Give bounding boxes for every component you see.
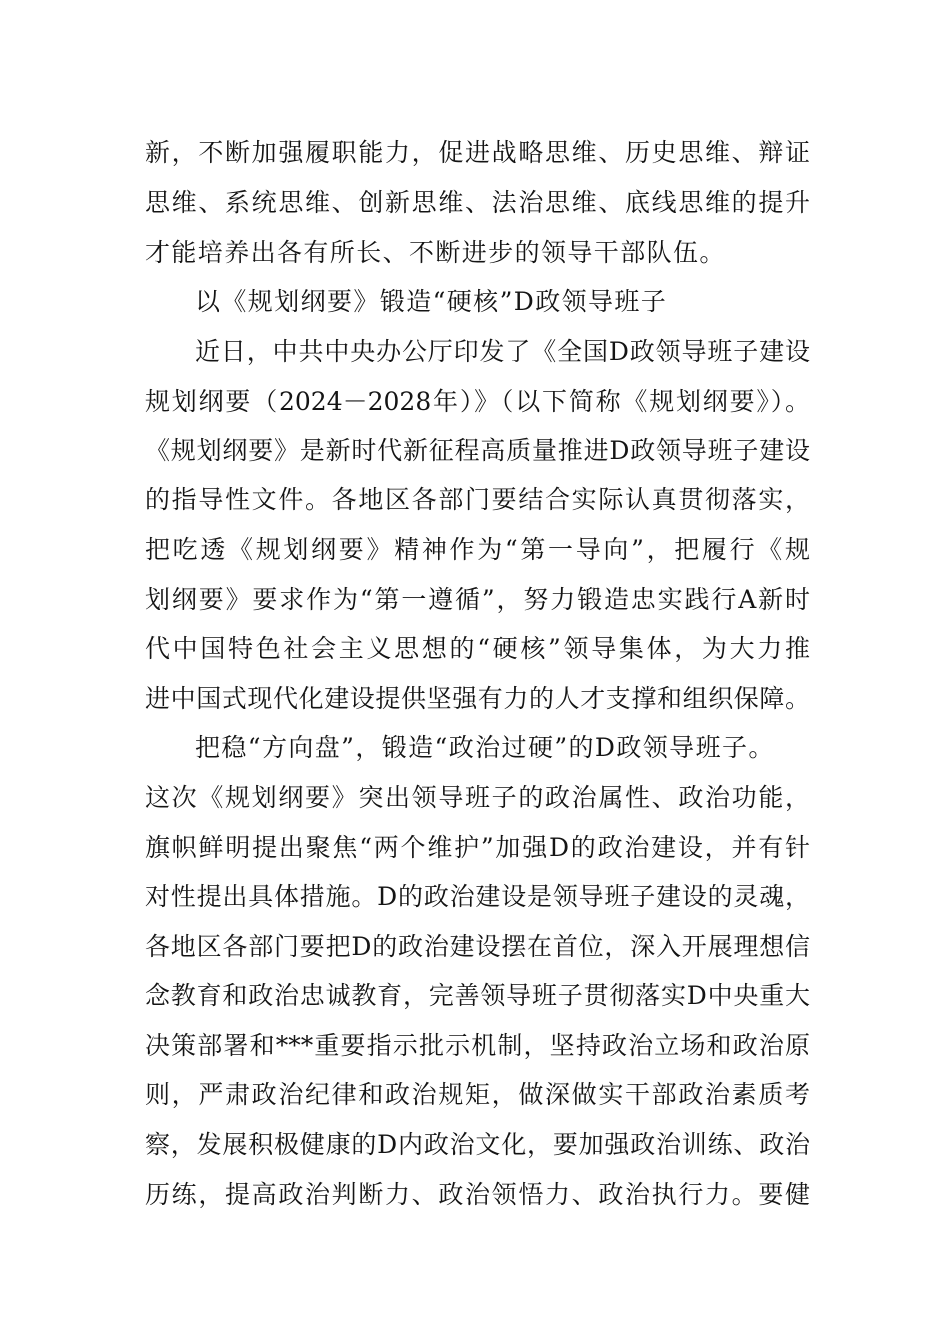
paragraph-line: 思维、系统思维、创新思维、法治思维、底线思维的提升 — [145, 188, 810, 217]
paragraph-line: 划纲要》要求作为“第一遵循”，努力锻造忠实践行A新时 — [145, 585, 810, 614]
section-heading: 以《规划纲要》锻造“硬核”D政领导班子 — [195, 287, 668, 316]
paragraph-line: 近日，中共中央办公厅印发了《全国D政领导班子建设 — [195, 337, 810, 366]
paragraph-line: 把稳“方向盘”，锻造“政治过硬”的D政领导班子。 — [195, 733, 775, 762]
paragraph-line: 则，严肃政治纪律和政治规矩，做深做实干部政治素质考 — [145, 1080, 810, 1109]
paragraph-line: 才能培养出各有所长、不断进步的领导干部队伍。 — [145, 238, 726, 267]
paragraph-line: 各地区各部门要把D的政治建设摆在首位，深入开展理想信 — [145, 932, 810, 961]
paragraph-line: 进中国式现代化建设提供坚强有力的人才支撑和组织保障。 — [145, 684, 810, 713]
paragraph-line: 决策部署和***重要指示批示机制，坚持政治立场和政治原 — [145, 1031, 810, 1060]
paragraph-line: 对性提出具体措施。D的政治建设是领导班子建设的灵魂， — [145, 882, 810, 911]
paragraph-line: 的指导性文件。各地区各部门要结合实际认真贯彻落实， — [145, 485, 810, 514]
paragraph-line: 察，发展积极健康的D内政治文化，要加强政治训练、政治 — [145, 1130, 810, 1159]
paragraph-line: 代中国特色社会主义思想的“硬核”领导集体，为大力推 — [145, 634, 810, 663]
paragraph-line: 旗帜鲜明提出聚焦“两个维护”加强D的政治建设，并有针 — [145, 833, 810, 862]
paragraph-line: 这次《规划纲要》突出领导班子的政治属性、政治功能， — [145, 783, 810, 812]
paragraph-line: 把吃透《规划纲要》精神作为“第一导向”，把履行《规 — [145, 535, 810, 564]
paragraph-line: 新，不断加强履职能力，促进战略思维、历史思维、辩证 — [145, 138, 810, 167]
paragraph-line: 规划纲要（2024－2028年）》（以下简称《规划纲要》）。 — [145, 387, 810, 416]
paragraph-line: 《规划纲要》是新时代新征程高质量推进D政领导班子建设 — [145, 436, 810, 465]
paragraph-line: 历练，提高政治判断力、政治领悟力、政治执行力。要健 — [145, 1180, 810, 1209]
paragraph-line: 念教育和政治忠诚教育，完善领导班子贯彻落实D中央重大 — [145, 981, 810, 1010]
